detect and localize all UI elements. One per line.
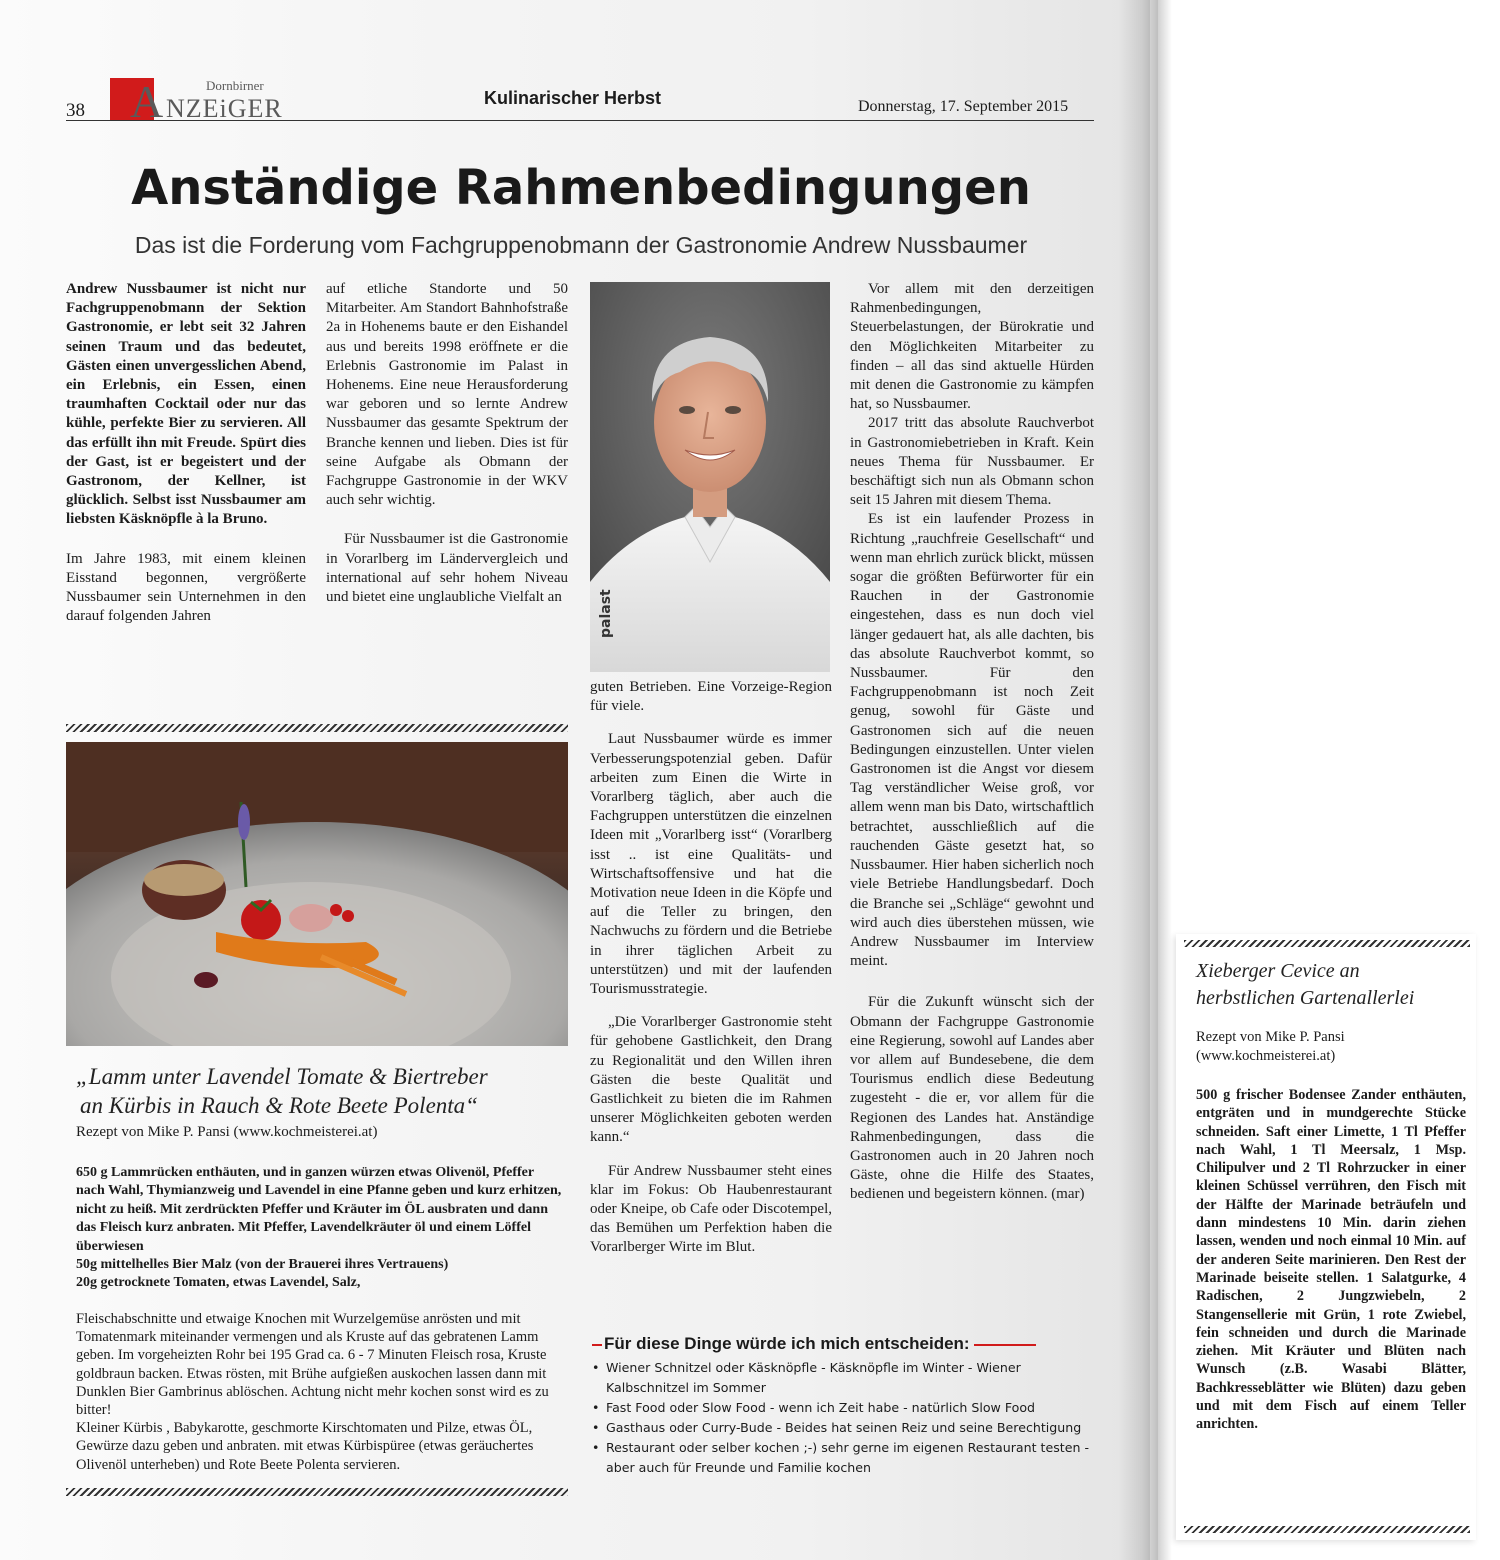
recipe-title-line-1: „Lamm unter Lavendel Tomate & Biertreber: [76, 1064, 488, 1089]
article-headline: Anständige Rahmenbedingungen: [131, 160, 1031, 216]
recipe-box-author-line-1: Rezept von Mike P. Pansi: [1196, 1029, 1345, 1045]
ingredient-step: 650 g Lammrücken enthäuten, und in ganzen würzen etwas Olivenöl, Pfeffer nach Wahl, Thymianzweig und Lavendel in eine Pfanne geben und kurz erhitzen, nicht zu heiß. Mit zerdrückten Pfeffer und Kräuter im ÖL ausbraten und dann das Fleisch kurz anbraten. Mit Pfeffer, Lavendelkräuter öl und einem Löffel überwiesen: [76, 1165, 562, 1254]
recipe-ingredients: [76, 1164, 566, 1293]
list-item: • Fast Food oder Slow Food - wenn ich Zeit habe - natürlich Slow Food: [592, 1398, 1098, 1418]
red-rule: [974, 1344, 1036, 1346]
header-rule: [66, 120, 1094, 121]
recipe-box-title: [1196, 958, 1466, 1012]
instruction-paragraph: Kleiner Kürbis , Babykarotte, geschmorte Kirschtomaten und Pilze, etwas ÖL, Gewürze dazu geben und anbraten. mit etwas Kürbispüree (etwas geräuchertes Olivenöl unterheben) und Rote Beete Polenta servieren.: [76, 1420, 534, 1473]
instruction-paragraph: Fleischabschnitte und etwaige Knochen mit Wurzelgemüse anrösten und mit Tomatenmark miteinander vermengen und als Kruste auf das gebratenen Lamm geben. Im vorgeheizten Rohr bei 195 Grad ca. 6 - 7 Minuten Fleisch rosa, Kruste goldbraun backen. Etwas rösten, mit Brühe aufgießen auskochen lassen dann mit Dunklen Bier Gambrinus ablöschen. Achtung nicht mehr kochen sonst wird es zu bitter!: [76, 1311, 549, 1419]
list-item: • Wiener Schnitzel oder Käsknöpfle - Käsknöpfle im Winter - Wiener Kalbschnitzel im Sommer: [592, 1358, 1098, 1398]
recipe-box-instructions: 500 g frischer Bodensee Zander enthäuten, entgräten und in mundgerechte Stücke schneiden. Saft einer Limette, 1 Tl Pfeffer nach Wahl, 1 Tl Meersalz, 1 Msp. Chilipulver und 2 Tl Rohrzucker in einer kleinen Schüssel verrühren, den Fisch mit der Hälfte der Marinade beträufeln und dann mindestens 10 Min. darin ziehen lassen, wenden und noch einmal 10 Min. auf der anderen Seite marinieren. Den Rest der Marinade beiseite stellen. 1 Salatgurke, 4 Radischen, 2 Jungzwiebeln, 2 Stangensellerie mit Grün, 1 rote Zwiebel, fein schneiden und durch die Marinade ziehen. Mit Kräuter und Blüten nach Wunsch (z.B. Wasabi Blätter, Bachkresseblätter wie Blüten) dazu geben und mit dem Fisch auf einem Teller anrichten.: [1196, 1087, 1466, 1433]
recipe-box-author: [1196, 1028, 1466, 1066]
paragraph: Es ist ein laufender Prozess in Richtung „rauchfreie Gesellschaft“ und wenn man ehrlich zurück blickt, müssen sogar die größten Befürworter für ein Rauchen in der Gastronomie eingestehen, dass es nun doch viel länger gedauert hat, als alle dachten, bis das absolute Rauchverbot kommt, so Nussbaumer. Für den Fachgruppenobmann ist noch Zeit genug, sowohl für Gäste und Gastronomen sich auf die neuen Bedingungen einzustellen. Unter vielen Gastronomen ist die Angst vor diesem Tag verständlicher Weise groß, vor allem wenn man bis Dato, wirtschaftlich betrachtet, ausschließlich auf die rauchenden Gäste gesetzt hat, so Nussbaumer. Hier haben sicherlich noch viele Betriebe Handlungsbedarf. Doch die Branche sei „Schläge“ gewohnt und wird auch dies überstehen müssen, wie Andrew Nussbaumer im Interview meint.: [850, 511, 1094, 970]
choices-heading: [592, 1334, 1094, 1354]
paragraph: Laut Nussbaumer würde es immer Verbesserungspotenzial geben. Dafür arbeiten zum Einen die Wirte in Vorarlberg täglich, aber auch die Fachgruppen unterstützen die einzelnen Ideen mit „Vorarlberg isst“ (Vorarlberg isst .. ist eine Qualitäts- und Wirtschaftsoffensive und hat die Motivation neue Ideen in die Köpfe und auf die Teller zu bringen, den Nachwuchs zu fördern und die Betriebe in ihrer täglichen Arbeit zu unterstützen) und mit der laufenden Tourismusstrategie.: [590, 731, 832, 998]
recipe-box-title-line-1: Xieberger Cevice an: [1196, 960, 1360, 982]
list-item: • Gasthaus oder Curry-Bude - Beides hat seinen Reiz und seine Berechtigung: [592, 1418, 1098, 1438]
hatched-divider: [66, 1488, 568, 1496]
recipe-box-title-line-2: herbstlichen Gartenallerlei: [1196, 987, 1415, 1009]
ingredient-step: 50g mittelhelles Bier Malz (von der Brauerei ihres Vertrauens): [76, 1257, 449, 1273]
paragraph: guten Betrieben. Eine Vorzeige-Region für viele.: [590, 679, 832, 715]
section-title: Kulinarischer Herbst: [484, 88, 662, 108]
article-subheadline: Das ist die Forderung vom Fachgruppenobmann der Gastronomie Andrew Nussbaumer: [134, 232, 1028, 258]
dish-photo: [66, 742, 568, 1046]
page-fold-shadow: [1118, 0, 1158, 1560]
dish-illustration: [66, 742, 568, 1046]
adjacent-page-shadow: [1158, 0, 1172, 1560]
choices-heading-text: Für diese Dinge würde ich mich entscheiden:: [604, 1334, 970, 1353]
portrait-photo: [590, 282, 830, 672]
page-number: 38: [66, 100, 85, 121]
recipe-title-line-2: an Kürbis in Rauch & Rote Beete Polenta“: [80, 1093, 478, 1118]
paragraph: auf etliche Standorte und 50 Mitarbeiter. Am Standort Bahnhofstraße 2a in Hohenems baute er den Eishandel aus und bereits 1998 eröffnete er die Erlebnis Gastronomie im Palast in Hohenems. Eine neue Herausforderung war geboren und so lernte Andrew Nussbaumer das gesamte Spektrum der Branche kennen und lieben. Dies ist für seine Aufgabe als Obmann der Fachgruppe Gastronomie in der WKV auch sehr wichtig.: [326, 281, 568, 509]
paragraph: Für Nussbaumer ist die Gastronomie in Vorarlberg im Ländervergleich und international auf sehr hohem Niveau und bietet eine unglaubliche Vielfalt an: [326, 531, 568, 606]
logo-initial: A: [130, 76, 164, 127]
list-item: • Restaurant oder selber kochen ;-) sehr gerne im eigenen Restaurant testen - aber auch für Freunde und Familie kochen: [592, 1438, 1098, 1478]
hatched-divider: [66, 724, 568, 732]
logo-subtitle: Dornbirner: [206, 78, 264, 93]
article-lead: Andrew Nussbaumer ist nicht nur Fachgruppenobmann der Sektion Gastronomie, er lebt seit 32 Jahren seinen Traum und das bedeutet, Gästen einen unvergesslichen Abend, ein Erlebnis, ein Essen, einen traumhaften Cocktail oder nur das kühle, perfekte Bier zu servieren. All das erfüllt ihn mit Freude. Spürt dies der Gast, ist er begeistert und der Gastronom, der Kellner, ist glücklich. Selbst isst Nussbaumer am liebsten Käsknöpfle à la Bruno.: [66, 281, 306, 528]
paragraph: 2017 tritt das absolute Rauchverbot in Gastronomiebetrieben in Kraft. Kein neues Thema für Nussbaumer. Er beschäftigt sich nun als Obmann schon seit 15 Jahren mit diesem Thema.: [850, 415, 1094, 509]
article-column-3: [590, 678, 832, 1258]
newspaper-logo: [110, 76, 290, 127]
recipe-instructions: [76, 1310, 566, 1474]
ingredient-step: 20g getrocknete Tomaten, etwas Lavendel, Salz,: [76, 1275, 361, 1291]
paragraph: Für die Zukunft wünscht sich der Obmann der Fachgruppe Gastronomie eine Regierung, sowohl auf Landes aber vor allem auf Bundesebene, die dem Tourismus endlich diese Bedeutung zugesteht - die er, vor allem für die Regionen des Landes hat. Anständige Rahmenbedingungen, dass die Gastronomen auch in 20 Jahren noch Gäste, ohne die Hilfe des Staates, bedienen und begeistern können. (mar): [850, 994, 1094, 1203]
paragraph: Vor allem mit den derzeitigen Rahmenbedingungen, Steuerbelastungen, der Bürokratie und den Möglichkeiten Mitarbeiter zu finden – all das sind aktuelle Hürden mit denen die Gastronomie zu kämpfen hat, so Nussbaumer.: [850, 281, 1094, 413]
article-column-1: [66, 280, 306, 626]
quote-paragraph: „Die Vorarlberger Gastronomie steht für gehobene Gastlichkeit, den Drang zu Regionalität und den Willen ihren Gästen die beste Qualität und Gastlichkeit zu bieten die im Rahmen unserer Möglichkeiten geboten werden kann.“: [590, 1014, 832, 1146]
article-column-4: [850, 280, 1094, 1205]
issue-date: Donnerstag, 17. September 2015: [858, 98, 1069, 115]
hatched-divider: [1184, 940, 1470, 947]
recipe-title: [76, 1062, 566, 1120]
recipe-author: Rezept von Mike P. Pansi (www.kochmeisterei.at): [76, 1124, 378, 1140]
logo-brand: NZEiGER: [166, 94, 283, 123]
red-rule: [592, 1344, 602, 1346]
recipe-box-author-line-2: (www.kochmeisterei.at): [1196, 1048, 1336, 1064]
paragraph: Für Andrew Nussbaumer steht eines klar im Fokus: Ob Haubenrestaurant oder Kneipe, ob Cafe oder Discotempel, das Bemühen um Perfektion haben die Vorarlberger Wirte im Blut.: [590, 1162, 832, 1256]
shirt-logo-text: palast: [598, 589, 614, 638]
paragraph: Im Jahre 1983, mit einem kleinen Eisstand begonnen, vergrößerte Nussbaumer sein Unternehmen in den darauf folgenden Jahren: [66, 550, 306, 625]
hatched-divider: [1184, 1526, 1470, 1533]
article-column-2: [326, 280, 568, 607]
choices-list: [592, 1358, 1098, 1478]
